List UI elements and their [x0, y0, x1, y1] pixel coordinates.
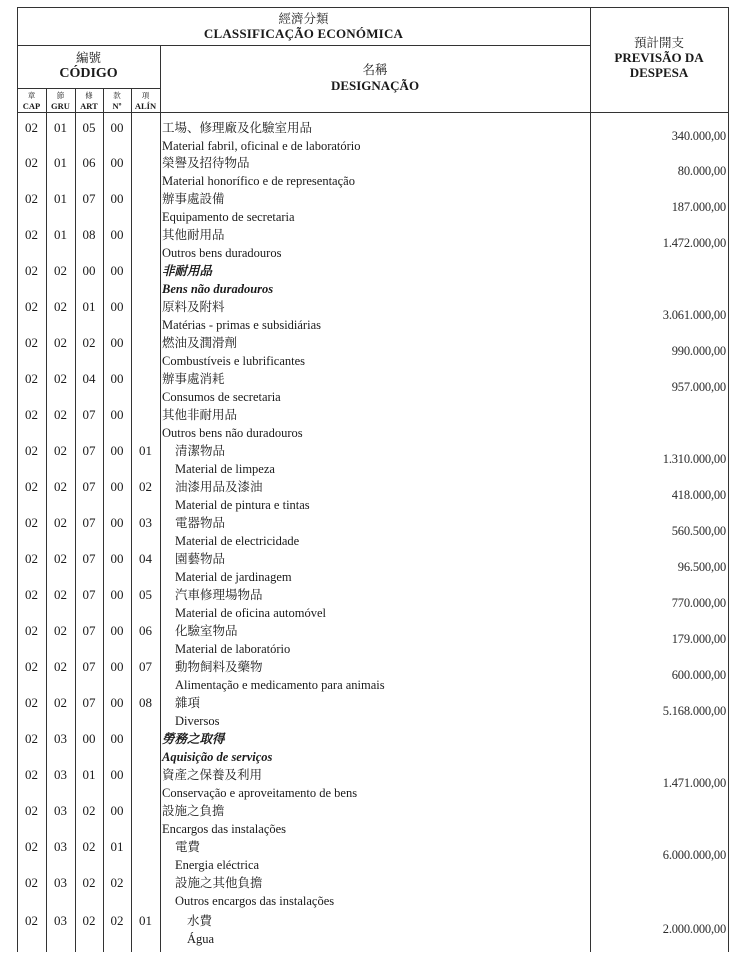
- designation-zh: 其他非耐用品: [162, 407, 238, 422]
- code-cap: 02: [25, 120, 38, 135]
- designation: [162, 370, 587, 406]
- designation: [162, 334, 587, 370]
- designation-zh: 電器物品: [175, 515, 226, 530]
- table-row: [17, 370, 728, 406]
- code-cap: 02: [25, 371, 38, 386]
- designation-zh: 水費: [187, 913, 213, 928]
- code-cap: 02: [25, 731, 38, 746]
- expense-amount: 418.000,00: [671, 488, 726, 502]
- designation-pt: Equipamento de secretaria: [162, 210, 295, 224]
- code-art: 07: [82, 479, 96, 494]
- expense-amount: 6.000.000,00: [662, 848, 726, 862]
- code-gru: 01: [54, 120, 67, 135]
- designation: [175, 478, 600, 514]
- expense-amount: 1.472.000,00: [662, 236, 726, 250]
- designation-zh: 榮譽及招待物品: [162, 155, 250, 170]
- code-gru: 02: [54, 479, 67, 494]
- designation: [187, 912, 612, 948]
- designation-pt: Material de oficina automóvel: [175, 606, 326, 620]
- designation-pt: Alimentação e medicamento para animais: [175, 678, 385, 692]
- expense-amount: 2.000.000,00: [662, 922, 726, 936]
- table-row: [17, 442, 728, 478]
- subcol-gru-zh: 節: [56, 91, 65, 100]
- designation: [162, 190, 587, 226]
- code-gru: 03: [54, 875, 67, 890]
- designation: [175, 442, 600, 478]
- expense-amount: 1.310.000,00: [662, 452, 726, 466]
- expense-amount: 957.000,00: [671, 380, 726, 394]
- designation-zh: 油漆用品及漆油: [175, 479, 263, 494]
- code-cap: 02: [25, 913, 38, 928]
- designation-pt: Material de limpeza: [175, 462, 275, 476]
- designation: [162, 119, 587, 155]
- designation-pt: Combustíveis e lubrificantes: [162, 354, 306, 368]
- subcol-cap-zh: 章: [27, 91, 36, 100]
- designation-pt: Energia eléctrica: [175, 858, 260, 872]
- code-gru: 02: [54, 659, 67, 674]
- classification-header: [17, 7, 590, 49]
- code-gru: 02: [54, 299, 67, 314]
- code-n: 00: [110, 227, 124, 242]
- code-cap: 02: [25, 515, 38, 530]
- code-art: 07: [82, 551, 96, 566]
- expense-amount: 770.000,00: [671, 596, 726, 610]
- table-row: [17, 622, 728, 658]
- designation: [175, 586, 600, 622]
- code-n: 02: [110, 913, 124, 928]
- code-cap: 02: [25, 695, 38, 710]
- code-cap: 02: [25, 551, 38, 566]
- designation: [162, 298, 587, 334]
- table-row: [17, 334, 728, 370]
- subcol-gru-pt: GRU: [51, 101, 70, 111]
- designation-pt: Material de jardinagem: [175, 570, 292, 584]
- expense-amount: 1.471.000,00: [662, 776, 726, 790]
- subcol-n-zh: 款: [113, 91, 121, 100]
- designation-pt: Material de laboratório: [175, 642, 291, 656]
- subcol-art-pt: ART: [80, 101, 98, 111]
- code-gru: 01: [54, 227, 67, 242]
- code-art: 07: [82, 623, 96, 638]
- code-alin: 01: [139, 443, 152, 458]
- designation-zh: 原料及附料: [162, 299, 225, 314]
- code-n: 00: [110, 767, 124, 782]
- code-alin: 07: [139, 659, 152, 674]
- code-art: 02: [82, 839, 96, 854]
- table-row: [17, 658, 728, 694]
- subcol-gru: [46, 89, 75, 114]
- code-art: 07: [82, 587, 96, 602]
- code-art: 02: [82, 335, 96, 350]
- designation: [162, 730, 587, 766]
- code-gru: 01: [54, 191, 67, 206]
- subcol-alin: [131, 89, 160, 114]
- designation-zh: 電費: [175, 839, 201, 854]
- code-cap: 02: [25, 479, 38, 494]
- table-row: [17, 586, 728, 622]
- expense-amount: 96.500,00: [677, 560, 726, 574]
- designation: [162, 766, 587, 802]
- code-n: 00: [110, 335, 124, 350]
- code-cap: 02: [25, 623, 38, 638]
- designation-pt: Material honorífico e de representação: [162, 174, 355, 188]
- code-cap: 02: [25, 803, 38, 818]
- designation-zh: 動物飼料及藥物: [175, 659, 263, 674]
- code-n: 00: [110, 299, 124, 314]
- code-n: 00: [110, 263, 124, 278]
- code-art: 02: [82, 913, 96, 928]
- code-art: 07: [82, 191, 96, 206]
- table-row: [17, 406, 728, 442]
- code-art: 00: [82, 731, 96, 746]
- expense-zh: 預計開支: [633, 35, 684, 50]
- code-n: 00: [110, 731, 124, 746]
- designation-zh: 資產之保養及利用: [162, 767, 263, 782]
- code-alin: 08: [139, 695, 152, 710]
- designation-pt: Água: [187, 932, 215, 946]
- subcol-cap-pt: CAP: [22, 101, 41, 111]
- code-n: 00: [110, 551, 124, 566]
- designation-pt: Material fabril, oficinal e de laboratório: [162, 139, 361, 153]
- expense-pt-line2: DESPESA: [629, 65, 689, 80]
- code-cap: 02: [25, 875, 38, 890]
- designation-zh: 非耐用品: [162, 263, 213, 278]
- designation-zh: 工場、修理廠及化驗室用品: [162, 120, 313, 135]
- code-gru: 03: [54, 803, 67, 818]
- designation-zh: 辦事處消耗: [162, 371, 225, 386]
- table-row: [17, 119, 728, 155]
- code-gru: 02: [54, 371, 67, 386]
- code-gru: 02: [54, 335, 67, 350]
- expense-amount: 5.168.000,00: [662, 704, 726, 718]
- table-row: [17, 912, 728, 948]
- designation-pt: Diversos: [175, 714, 220, 728]
- code-gru: 02: [54, 515, 67, 530]
- code-n: 00: [110, 371, 124, 386]
- code-art: 07: [82, 407, 96, 422]
- table-row: [17, 226, 728, 262]
- table-right-border: [728, 7, 729, 952]
- code-art: 06: [82, 155, 96, 170]
- code-art: 07: [82, 659, 96, 674]
- expense-amount: 560.500,00: [671, 524, 726, 538]
- code-art: 02: [82, 875, 96, 890]
- designation-zh: 名稱: [362, 62, 388, 77]
- designation: [175, 874, 600, 910]
- designation-pt: Bens não duradouros: [162, 282, 274, 296]
- designation: [162, 406, 587, 442]
- code-alin: 03: [139, 515, 152, 530]
- designation: [175, 694, 600, 730]
- code-cap: 02: [25, 335, 38, 350]
- designation-zh: 清潔物品: [175, 443, 226, 458]
- subcol-art-zh: 條: [85, 91, 93, 100]
- table-row: [17, 190, 728, 226]
- code-header: [17, 46, 160, 92]
- code-n: 00: [110, 479, 124, 494]
- code-n: 00: [110, 120, 124, 135]
- designation: [175, 550, 600, 586]
- subcol-alin-zh: 項: [141, 91, 150, 100]
- code-n: 00: [110, 587, 124, 602]
- designation-header: [160, 62, 590, 94]
- table-row: [17, 874, 728, 910]
- code-cap: 02: [25, 443, 38, 458]
- table-row: [17, 838, 728, 874]
- code-cap: 02: [25, 407, 38, 422]
- code-art: 00: [82, 263, 96, 278]
- code-gru: 03: [54, 913, 67, 928]
- expense-header: [590, 35, 728, 80]
- expense-amount: 179.000,00: [671, 632, 726, 646]
- code-cap: 02: [25, 155, 38, 170]
- code-art: 07: [82, 515, 96, 530]
- designation-pt: Encargos das instalações: [162, 822, 287, 836]
- designation-pt: Consumos de secretaria: [162, 390, 281, 404]
- code-cap: 02: [25, 587, 38, 602]
- expense-amount: 187.000,00: [671, 200, 726, 214]
- designation: [162, 154, 587, 190]
- code-n: 00: [110, 659, 124, 674]
- code-gru: 02: [54, 587, 67, 602]
- table-row: [17, 694, 728, 730]
- designation: [162, 262, 587, 298]
- code-gru: 02: [54, 443, 67, 458]
- code-alin: 01: [139, 913, 152, 928]
- classification-pt: CLASSIFICAÇÃO ECONÓMICA: [203, 26, 404, 41]
- code-alin: 05: [139, 587, 152, 602]
- designation: [175, 622, 600, 658]
- designation: [175, 838, 600, 874]
- expense-amount: 80.000,00: [677, 164, 726, 178]
- designation-zh: 園藝物品: [175, 551, 226, 566]
- code-gru: 01: [54, 155, 67, 170]
- code-n: 00: [110, 443, 124, 458]
- code-n: 00: [110, 515, 124, 530]
- code-cap: 02: [25, 299, 38, 314]
- table-row: [17, 766, 728, 802]
- code-alin: 04: [139, 551, 152, 566]
- designation-zh: 汽車修理場物品: [175, 587, 263, 602]
- classification-zh: 經濟分類: [278, 11, 329, 26]
- table-row: [17, 154, 728, 190]
- designation-zh: 設施之負擔: [162, 803, 225, 818]
- designation-zh: 辦事處設備: [162, 191, 225, 206]
- code-n: 00: [110, 695, 124, 710]
- subcol-n-pt: Nº: [112, 101, 122, 111]
- code-art: 01: [82, 299, 96, 314]
- code-cap: 02: [25, 767, 38, 782]
- code-n: 02: [110, 875, 124, 890]
- expense-amount: 600.000,00: [671, 668, 726, 682]
- designation-zh: 勞務之取得: [162, 731, 225, 746]
- designation: [162, 802, 587, 838]
- table-row: [17, 550, 728, 586]
- subcol-cap: [17, 89, 46, 114]
- designation-pt: Conservação e aproveitamento de bens: [162, 786, 358, 800]
- code-art: 04: [82, 371, 96, 386]
- code-alin: 06: [139, 623, 152, 638]
- expense-amount: 340.000,00: [671, 129, 726, 143]
- subcol-alin-pt: ALÍN: [134, 101, 157, 111]
- subcol-art: [75, 89, 103, 114]
- code-gru: 02: [54, 263, 67, 278]
- code-cap: 02: [25, 659, 38, 674]
- designation-pt: Aquisição de serviços: [162, 750, 273, 764]
- designation-pt: Matérias - primas e subsidiárias: [162, 318, 321, 332]
- table-row: [17, 478, 728, 514]
- designation: [175, 514, 600, 550]
- designation-pt: Outros bens não duradouros: [162, 426, 303, 440]
- code-art: 07: [82, 443, 96, 458]
- table-row: [17, 730, 728, 766]
- designation-pt: Material de electricidade: [175, 534, 300, 548]
- code-art: 07: [82, 695, 96, 710]
- code-gru: 03: [54, 839, 67, 854]
- code-art: 01: [82, 767, 96, 782]
- code-gru: 02: [54, 551, 67, 566]
- table-row: [17, 514, 728, 550]
- code-n: 00: [110, 155, 124, 170]
- code-gru: 03: [54, 767, 67, 782]
- code-art: 08: [82, 227, 96, 242]
- designation-pt: Outros bens duradouros: [162, 246, 282, 260]
- code-n: 00: [110, 407, 124, 422]
- designation: [175, 658, 600, 694]
- expense-pt-line1: PREVISÃO DA: [614, 50, 704, 65]
- code-gru: 02: [54, 695, 67, 710]
- designation-zh: 設施之其他負擔: [175, 875, 263, 890]
- code-alin: 02: [139, 479, 152, 494]
- code-cap: 02: [25, 839, 38, 854]
- designation-pt: Material de pintura e tintas: [175, 498, 310, 512]
- expense-amount: 990.000,00: [671, 344, 726, 358]
- designation-zh: 燃油及潤滑劑: [162, 335, 238, 350]
- table-row: [17, 802, 728, 838]
- table-row: [17, 262, 728, 298]
- code-gru: 03: [54, 731, 67, 746]
- budget-table: [17, 7, 728, 977]
- code-n: 01: [110, 839, 124, 854]
- code-cap: 02: [25, 263, 38, 278]
- code-zh: 編號: [75, 50, 101, 65]
- code-art: 05: [82, 120, 96, 135]
- table-row: [17, 298, 728, 334]
- code-pt: CÓDIGO: [59, 66, 118, 81]
- code-n: 00: [110, 803, 124, 818]
- designation-zh: 雜項: [175, 695, 201, 710]
- code-gru: 02: [54, 623, 67, 638]
- designation: [162, 226, 587, 262]
- designation-pt: Outros encargos das instalações: [175, 894, 335, 908]
- expense-amount: 3.061.000,00: [662, 308, 726, 322]
- code-n: 00: [110, 623, 124, 638]
- code-cap: 02: [25, 191, 38, 206]
- code-cap: 02: [25, 227, 38, 242]
- designation-zh: 其他耐用品: [162, 227, 225, 242]
- subcol-n: [103, 89, 131, 114]
- code-n: 00: [110, 191, 124, 206]
- designation-pt: DESIGNAÇÃO: [330, 78, 420, 93]
- code-gru: 02: [54, 407, 67, 422]
- designation-zh: 化驗室物品: [175, 623, 238, 638]
- code-art: 02: [82, 803, 96, 818]
